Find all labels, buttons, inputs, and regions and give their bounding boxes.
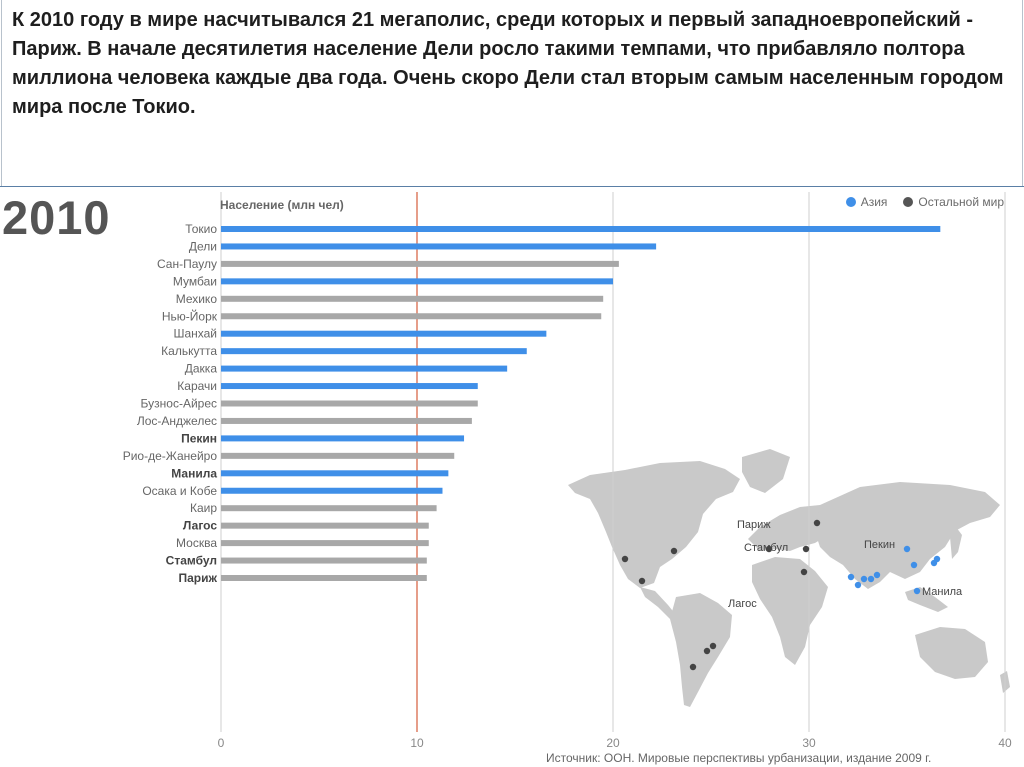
category-label-14: Рио-де-Жанейро <box>122 448 217 463</box>
bar-1 <box>221 226 940 232</box>
bar-12 <box>221 418 472 424</box>
category-label-2: Дели <box>188 239 217 254</box>
map-dot-rest-4 <box>704 648 710 654</box>
map-label-1: Париж <box>737 519 771 531</box>
category-label-8: Калькутта <box>161 344 217 359</box>
map-australia <box>915 627 988 679</box>
legend-label-asia: Азия <box>860 195 888 209</box>
map-africa <box>752 557 828 665</box>
bar-13 <box>221 435 464 441</box>
category-label-15: Манила <box>171 466 217 481</box>
x-tick-label-10: 10 <box>410 736 424 750</box>
bar-16 <box>221 488 442 494</box>
bar-6 <box>221 313 601 319</box>
map-dot-rest-9 <box>801 569 807 575</box>
category-label-3: Сан-Паулу <box>157 256 217 271</box>
map-dot-asia-6 <box>855 582 861 588</box>
map-dot-rest-10 <box>814 520 820 526</box>
map-greenland <box>742 449 790 493</box>
frame-right-border <box>1022 0 1023 187</box>
category-label-13: Пекин <box>181 431 217 446</box>
bar-21 <box>221 575 427 581</box>
map-dot-rest-8 <box>803 546 809 552</box>
category-label-12: Лос-Анджелес <box>136 413 217 428</box>
bar-5 <box>221 296 603 302</box>
map-dot-rest-3 <box>671 548 677 554</box>
slide-text: К 2010 году в мире насчитывался 21 мегаполис, среди которых и первый западноевропейский - Париж. В начале десятилетия население Дели росло такими темпами, что прибавляло полтора миллиона человека каждые два года. Очень скоро Дели стал вторым самым населенным городом мира после Токио. <box>12 9 1004 118</box>
world-map <box>568 449 1010 707</box>
map-label-5: Манила <box>922 586 963 598</box>
map-dot-asia-9 <box>874 572 880 578</box>
map-dot-rest-6 <box>690 664 696 670</box>
bar-15 <box>221 470 448 476</box>
population-bar-chart <box>0 187 1024 767</box>
frame-left-border <box>1 0 2 187</box>
bar-14 <box>221 453 454 459</box>
category-label-5: Мехико <box>175 291 217 306</box>
map-dot-asia-5 <box>848 574 854 580</box>
x-tick-label-0: 0 <box>217 736 225 750</box>
x-tick-label-40: 40 <box>998 736 1012 750</box>
chart-title: Население (млн чел) <box>220 198 344 212</box>
bar-17 <box>221 505 437 511</box>
x-tick-label-20: 20 <box>606 736 620 750</box>
category-label-18: Лагос <box>182 518 217 533</box>
category-label-1: Токио <box>185 222 217 236</box>
bar-9 <box>221 366 507 372</box>
year-label: 2010 <box>2 191 111 244</box>
map-dot-asia-8 <box>868 576 874 582</box>
category-label-19: Москва <box>176 536 217 551</box>
map-label-4: Лагос <box>728 598 757 610</box>
map-dot-asia-4 <box>931 560 937 566</box>
chart-legend <box>846 195 1004 209</box>
category-label-20: Стамбул <box>165 553 217 568</box>
x-tick-label-30: 30 <box>802 736 816 750</box>
legend-dot-rest <box>903 197 913 207</box>
category-label-16: Осака и Кобе <box>142 483 217 498</box>
map-label-3: Пекин <box>864 539 896 551</box>
bar-10 <box>221 383 478 389</box>
bar-7 <box>221 331 546 337</box>
map-dot-asia-2 <box>911 562 917 568</box>
map-central-america <box>640 587 676 619</box>
map-north-america <box>568 461 740 588</box>
map-dot-asia-1 <box>904 546 910 552</box>
legend-dot-asia <box>846 197 856 207</box>
category-label-11: Бузнос-Айрес <box>140 396 217 411</box>
bar-19 <box>221 540 429 546</box>
map-dot-asia-7 <box>861 576 867 582</box>
category-label-7: Шанхай <box>173 326 217 341</box>
bar-20 <box>221 558 427 564</box>
bar-11 <box>221 401 478 407</box>
category-label-6: Нью-Йорк <box>161 309 217 324</box>
category-label-4: Мумбаи <box>172 274 217 289</box>
legend-item-asia <box>846 195 888 209</box>
bar-3 <box>221 261 619 267</box>
map-label-2: Стамбул <box>744 542 789 554</box>
map-dot-rest-2 <box>639 578 645 584</box>
legend-item-rest <box>903 195 1004 209</box>
category-label-10: Карачи <box>177 379 217 394</box>
map-dot-rest-5 <box>710 643 716 649</box>
bar-4 <box>221 278 613 284</box>
map-south-america <box>670 593 732 707</box>
map-dot-asia-10 <box>914 588 920 594</box>
map-dot-rest-1 <box>622 556 628 562</box>
map-asia <box>815 482 1000 589</box>
category-label-9: Дакка <box>184 361 217 376</box>
source-note: Источник: ООН. Мировые перспективы урбанизации, издание 2009 г. <box>546 751 932 765</box>
legend-label-rest: Остальной мир <box>918 195 1004 209</box>
bar-8 <box>221 348 527 354</box>
bar-18 <box>221 523 429 529</box>
category-label-21: Париж <box>178 571 217 585</box>
bar-2 <box>221 243 656 249</box>
category-label-17: Каир <box>189 501 217 516</box>
